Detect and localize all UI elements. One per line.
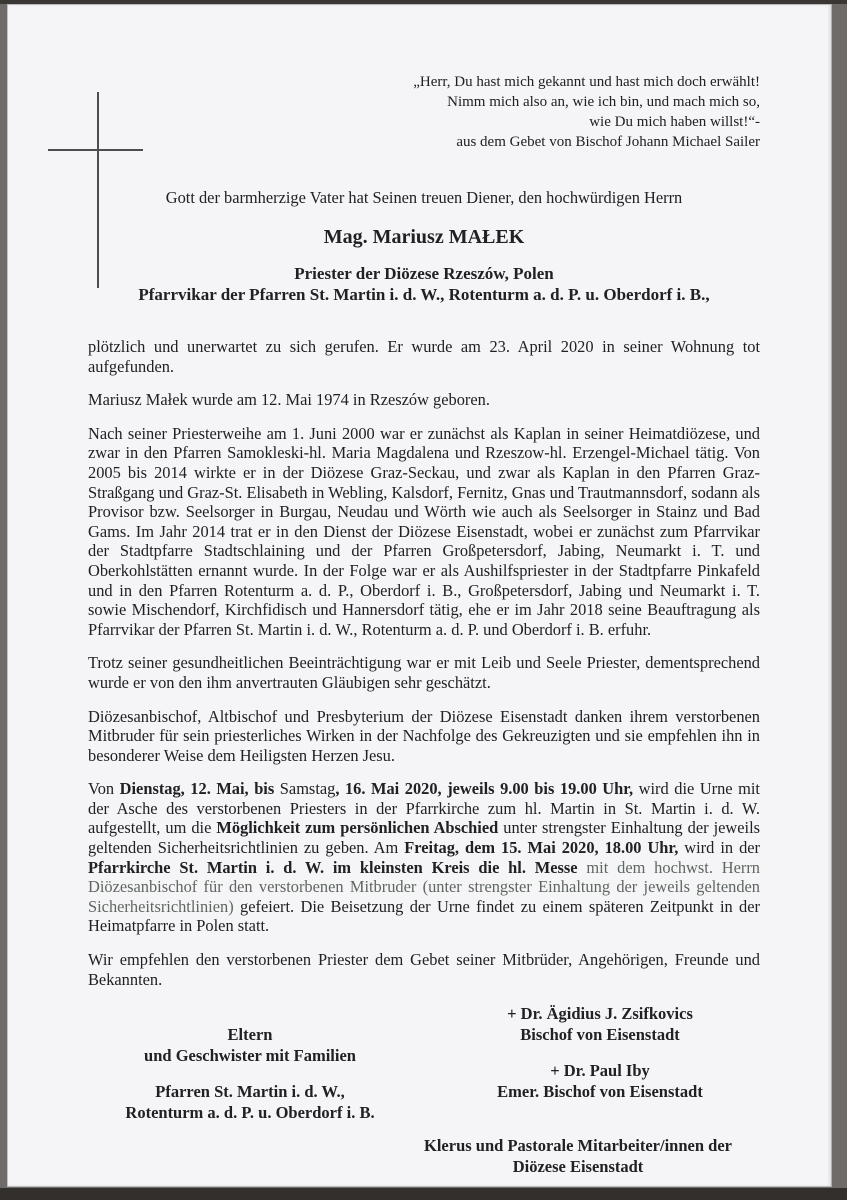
paragraph-biography: Nach seiner Priesterweihe am 1. Juni 2000 war er zunächst als Kaplan in seiner Heimatdiözese, und zwar in den Pfarren Samokleski-hl. Maria Magdalena und Rzeszow-hl. Erzengel-Michael tätig. Von 2005 bis 2014 wirkte er in der Diözese Graz-Seckau, und zwar als Kaplan in den Pfarren Graz-Straßgang und Graz-St. Elisabeth in Webling, Kalsdorf, Fernitz, Gnas und Trautmannsdorf, sodann als Provisor bzw. Seelsorger in Burgau, Neudau und Wörth wie auch als Seelsorger in Stainz und Bad Gams. Im Jahr 2014 trat er in den Dienst der Diözese Eisenstadt, wobei er zunächst zum Pfarrvikar der Stadtpfarre Stadtschlaining und der Pfarren Großpetersdorf, Jabing, Neumarkt i. T. und Oberkohlstätten ernannt wurde. In der Folge war er als Aushilfspriester in der Stadtpfarre Pinkafeld und in den Pfarren Rotenturm a. d. P., Oberdorf i. B., Großpetersdorf, Jabing und Neumarkt i. T. sowie Mischendorf, Kirchfidisch und Hannersdorf tätig, ehe er im Jahr 2018 seine Beauftragung als Pfarrvikar der Pfarren St. Martin i. d. W., Rotenturm a. d. P. und Oberdorf i. B. erfuhr. <box>88 423 760 639</box>
obituary-page <box>7 4 832 1187</box>
page-content <box>88 4 760 1177</box>
signature-block <box>88 1003 760 1123</box>
paragraph-birth: Mariusz Małek wurde am 12. Mai 1974 in Rzeszów geboren. <box>88 390 490 410</box>
intro-line: Gott der barmherzige Vater hat Seinen treuen Diener, den hochwürdigen Herrn <box>165 188 683 207</box>
signatures-clergy: Klerus und Pastorale Mitarbeiter/innen der Diözese Eisenstadt <box>424 1136 732 1177</box>
paragraph-funeral-arrangements: Von Dienstag, 12. Mai, bis Samstag, 16. Mai 2020, jeweils 9.00 bis 19.00 Uhr, wird die Urne mit der Asche des verstorbenen Priesters in der Pfarrkirche zum hl. Martin in St. Martin i. d. W. aufgestellt, um die Möglichkeit zum persönlichen Abschied unter strengster Einhaltung der jeweils geltenden Sicherheitsrichtlinien zu geben. Am Freitag, dem 15. Mai 2020, 18.00 Uhr, wird in der Pfarrkirche St. Martin i. d. W. im kleinsten Kreis die hl. Messe mit dem hochwst. Herrn Diözesanbischof für den verstorbenen Mitbruder (unter strengster Einhaltung der jeweils geltenden Sicherheitsrichtlinien) gefeiert. Die Beisetzung der Urne findet zu einem späteren Zeitpunkt in der Heimatpfarre in Polen statt. <box>88 779 760 936</box>
deceased-roles <box>88 263 760 305</box>
deceased-name: Mag. Mariusz MAŁEK <box>323 226 525 248</box>
paragraph-death-notice: plötzlich und unerwartet zu sich gerufen. Er wurde am 23. April 2020 in seiner Wohnung tot aufgefunden. <box>88 337 760 376</box>
scan-edge-bottom <box>0 1188 847 1200</box>
opening-prayer-quote: „Herr, Du hast mich gekannt und hast mich doch erwählt! Nimm mich also an, wie ich bin, und mach mich so, wie Du mich haben willst!“- aus dem Gebet von Bischof Johann Michael Sailer <box>413 74 760 150</box>
signatures-family: Eltern und Geschwister mit Familien Pfarren St. Martin i. d. W., Rotenturm a. d. P. u. Oberdorf i. B. <box>125 1025 375 1123</box>
paragraph-tribute: Trotz seiner gesundheitlichen Beeinträchtigung war er mit Leib und Seele Priester, dementsprechend wurde er von den ihm anvertrauten Gläubigen sehr geschätzt. <box>88 653 760 692</box>
obituary-text <box>88 337 760 989</box>
role-line-1: Priester der Diözese Rzeszów, Polen <box>294 264 554 283</box>
signatures-bishops: + Dr. Ägidius J. Zsifkovics Bischof von Eisenstadt + Dr. Paul Iby Emer. Bischof von Eisenstadt <box>497 1004 703 1102</box>
paragraph-commendation: Wir empfehlen den verstorbenen Priester dem Gebet seiner Mitbrüder, Angehörigen, Freunde und Bekannten. <box>88 950 760 989</box>
paragraph-diocese-thanks: Diözesanbischof, Altbischof und Presbyterium der Diözese Eisenstadt danken ihrem verstorbenen Mitbruder für sein priesterliches Wirken in der Nachfolge des Gekreuzigten und sie empfehlen ihn in besonderer Weise dem Heiligsten Herzen Jesu. <box>88 706 760 765</box>
role-line-2: Pfarrvikar der Pfarren St. Martin i. d. W., Rotenturm a. d. P. u. Oberdorf i. B., <box>138 285 710 304</box>
